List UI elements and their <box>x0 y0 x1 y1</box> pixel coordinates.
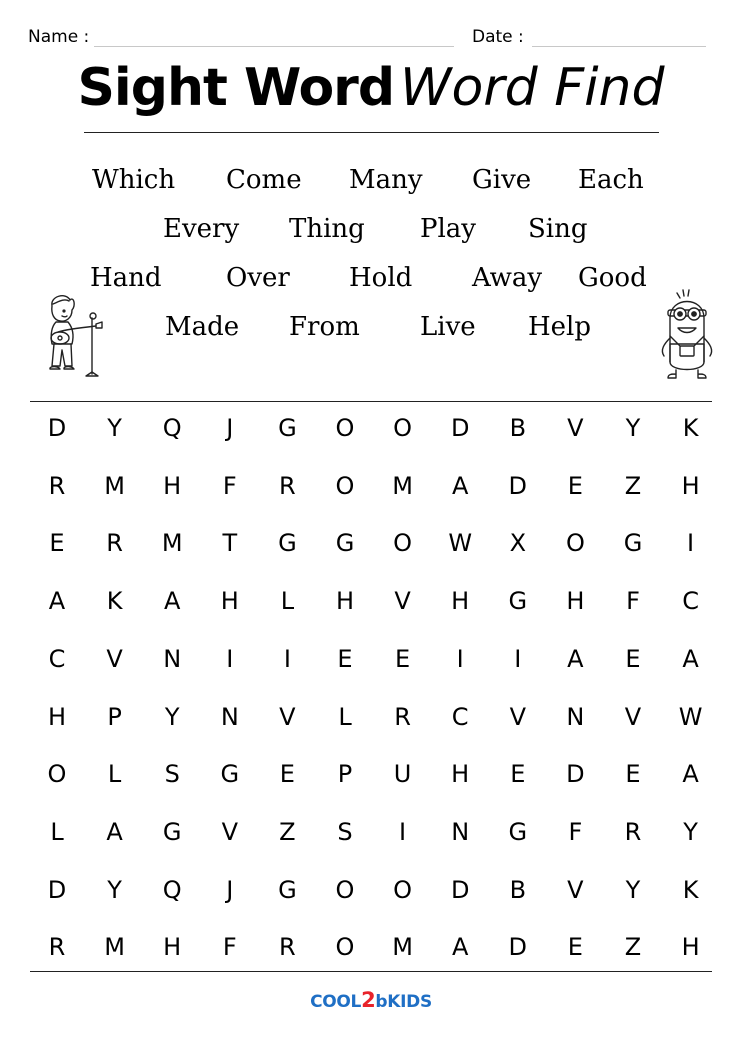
grid-letter-cell[interactable]: H <box>163 471 182 500</box>
word-list-item: Give <box>472 165 532 195</box>
grid-row <box>0 639 742 679</box>
word-list-item: Away <box>472 263 543 293</box>
grid-letter-cell[interactable]: A <box>48 587 66 616</box>
grid-letter-cell[interactable]: G <box>623 529 643 558</box>
word-list-item: Hand <box>90 263 162 293</box>
grid-letter-cell[interactable]: E <box>625 644 641 673</box>
grid-letter-cell[interactable]: N <box>566 702 585 731</box>
logo-text-cool: COOL <box>310 992 362 1012</box>
grid-row <box>0 466 742 506</box>
grid-letter-cell[interactable]: O <box>393 414 413 442</box>
grid-letter-cell[interactable]: A <box>682 760 699 789</box>
grid-letter-cell[interactable]: V <box>221 817 238 846</box>
grid-top-border <box>30 401 712 402</box>
grid-letter-cell[interactable]: P <box>337 760 353 789</box>
grid-letter-cell[interactable]: T <box>222 529 238 558</box>
grid-letter-cell[interactable]: R <box>279 933 296 962</box>
grid-letter-cell[interactable]: G <box>220 760 240 789</box>
grid-letter-cell[interactable]: O <box>335 875 355 904</box>
grid-letter-cell[interactable]: E <box>567 471 583 500</box>
grid-row <box>0 754 742 794</box>
grid-bottom-border <box>30 971 712 972</box>
grid-letter-cell[interactable]: H <box>566 587 585 616</box>
grid-letter-cell[interactable]: K <box>682 414 699 442</box>
grid-letter-cell[interactable]: M <box>104 471 125 500</box>
grid-letter-cell[interactable]: F <box>222 471 237 500</box>
grid-letter-cell[interactable]: J <box>226 414 234 442</box>
grid-letter-cell[interactable]: A <box>451 933 469 962</box>
grid-letter-cell[interactable]: O <box>393 529 413 558</box>
grid-letter-cell[interactable]: R <box>394 702 411 731</box>
grid-letter-cell[interactable]: F <box>568 817 583 846</box>
grid-letter-cell[interactable]: N <box>163 644 182 673</box>
word-list-item: Every <box>163 214 240 244</box>
grid-letter-cell[interactable]: Q <box>162 414 182 442</box>
grid-letter-cell[interactable]: D <box>450 414 470 442</box>
grid-letter-cell[interactable]: L <box>338 702 352 731</box>
grid-letter-cell[interactable]: A <box>163 587 181 616</box>
grid-letter-cell[interactable]: A <box>451 471 469 500</box>
grid-letter-cell[interactable]: H <box>451 760 470 789</box>
cool2bkids-logo[interactable] <box>0 988 742 1012</box>
grid-letter-cell[interactable]: P <box>107 702 122 731</box>
grid-row <box>0 812 742 852</box>
grid-row <box>0 523 742 563</box>
grid-letter-cell[interactable]: X <box>509 529 527 558</box>
grid-letter-cell[interactable]: G <box>508 587 528 616</box>
word-list-item: Thing <box>289 214 365 244</box>
grid-letter-cell[interactable]: I <box>399 817 407 846</box>
grid-row <box>0 408 742 448</box>
grid-letter-cell[interactable]: S <box>337 817 353 846</box>
logo-text-two: 2 <box>361 988 376 1012</box>
grid-letter-cell[interactable]: L <box>50 817 64 846</box>
grid-letter-cell[interactable]: H <box>163 933 182 962</box>
grid-letter-cell[interactable]: Y <box>164 702 180 731</box>
grid-row <box>0 870 742 910</box>
grid-letter-cell[interactable]: A <box>567 644 584 673</box>
boy-with-guitar-illustration <box>38 292 110 382</box>
grid-letter-cell[interactable]: A <box>106 817 123 846</box>
date-label: Date : <box>472 27 524 47</box>
grid-letter-cell[interactable]: M <box>392 471 413 500</box>
word-list-item: Sing <box>528 214 588 244</box>
grid-letter-cell[interactable]: V <box>394 587 411 616</box>
grid-letter-cell[interactable]: H <box>681 933 700 962</box>
grid-letter-cell[interactable]: Y <box>625 875 641 904</box>
minion-illustration <box>656 288 718 384</box>
word-list-item: Made <box>165 312 240 342</box>
grid-letter-cell[interactable]: N <box>451 817 470 846</box>
grid-letter-cell[interactable]: G <box>278 414 297 442</box>
grid-letter-cell[interactable]: A <box>682 644 699 673</box>
grid-row <box>0 581 742 621</box>
grid-letter-cell[interactable]: O <box>565 529 585 558</box>
grid-letter-cell[interactable]: D <box>508 933 528 962</box>
word-list-item: Play <box>420 214 476 244</box>
grid-letter-cell[interactable]: L <box>280 587 295 616</box>
grid-letter-cell[interactable]: M <box>392 933 413 962</box>
grid-letter-cell[interactable]: O <box>335 414 355 442</box>
grid-letter-cell[interactable]: Z <box>624 933 642 962</box>
grid-letter-cell[interactable]: Y <box>625 414 641 442</box>
grid-letter-cell[interactable]: J <box>226 875 234 904</box>
word-list-item: Many <box>349 165 423 195</box>
grid-letter-cell[interactable]: H <box>47 702 67 731</box>
word-list-item: Live <box>420 312 476 342</box>
grid-letter-cell[interactable]: M <box>161 529 183 558</box>
grid-letter-cell[interactable]: H <box>681 471 700 500</box>
grid-letter-cell[interactable]: G <box>278 875 297 904</box>
grid-letter-cell[interactable]: V <box>567 875 584 904</box>
grid-letter-cell[interactable]: Z <box>624 471 642 500</box>
grid-letter-cell[interactable]: N <box>220 702 239 731</box>
grid-letter-cell[interactable]: V <box>279 702 296 731</box>
grid-letter-cell[interactable]: E <box>49 529 65 558</box>
page-title <box>0 55 742 121</box>
word-list-item: From <box>289 312 360 342</box>
word-list-item: Which <box>92 165 176 195</box>
grid-letter-cell[interactable]: Y <box>683 817 698 846</box>
grid-letter-cell[interactable]: C <box>451 702 469 731</box>
grid-letter-cell[interactable]: C <box>48 644 66 673</box>
logo-text-bkids: bKIDS <box>375 992 432 1012</box>
grid-letter-cell[interactable]: E <box>395 644 411 673</box>
grid-letter-cell[interactable]: B <box>509 414 527 442</box>
grid-row <box>0 697 742 737</box>
grid-letter-cell[interactable]: D <box>566 760 585 789</box>
grid-letter-cell[interactable]: I <box>514 644 522 673</box>
grid-letter-cell[interactable]: D <box>508 471 528 500</box>
grid-letter-cell[interactable]: D <box>47 414 67 442</box>
grid-letter-cell[interactable]: V <box>509 702 526 731</box>
grid-letter-cell[interactable]: G <box>335 529 355 558</box>
grid-letter-cell[interactable]: K <box>106 587 123 616</box>
grid-letter-cell[interactable]: E <box>567 933 583 962</box>
grid-letter-cell[interactable]: F <box>626 587 640 616</box>
grid-letter-cell[interactable]: O <box>335 471 355 500</box>
grid-letter-cell[interactable]: B <box>509 875 527 904</box>
grid-letter-cell[interactable]: I <box>687 529 695 558</box>
word-list-item: Good <box>578 263 647 293</box>
grid-letter-cell[interactable]: C <box>682 587 699 616</box>
grid-letter-cell[interactable]: Y <box>107 875 122 904</box>
grid-letter-cell[interactable]: E <box>279 760 295 789</box>
grid-letter-cell[interactable]: R <box>106 529 123 558</box>
grid-letter-cell[interactable]: W <box>448 529 473 558</box>
grid-letter-cell[interactable]: Q <box>162 875 182 904</box>
grid-letter-cell[interactable]: I <box>456 644 464 673</box>
grid-letter-cell[interactable]: V <box>106 644 123 673</box>
grid-letter-cell[interactable]: E <box>625 760 641 789</box>
word-list-item: Over <box>226 263 290 293</box>
title-part-bold: Sight Word <box>77 58 395 118</box>
grid-letter-cell[interactable]: U <box>393 760 412 789</box>
word-list-item: Help <box>528 312 592 342</box>
grid-letter-cell[interactable]: G <box>162 817 182 846</box>
grid-letter-cell[interactable]: O <box>335 933 355 962</box>
name-label: Name : <box>28 27 90 47</box>
grid-letter-cell[interactable]: L <box>107 760 122 789</box>
grid-letter-cell[interactable]: Y <box>107 414 122 442</box>
word-list-item: Hold <box>349 263 413 293</box>
grid-letter-cell[interactable]: I <box>226 644 234 673</box>
grid-letter-cell[interactable]: W <box>678 702 703 731</box>
title-part-script: Word Find <box>400 58 665 118</box>
grid-letter-cell[interactable]: K <box>682 875 699 904</box>
grid-letter-cell[interactable]: O <box>47 760 67 789</box>
grid-letter-cell[interactable]: V <box>567 414 584 442</box>
grid-letter-cell[interactable]: I <box>283 644 291 673</box>
grid-letter-cell[interactable]: S <box>164 760 180 789</box>
grid-letter-cell[interactable]: M <box>104 933 125 962</box>
grid-letter-cell[interactable]: G <box>278 529 297 558</box>
grid-letter-cell[interactable]: R <box>624 817 642 846</box>
grid-letter-cell[interactable]: E <box>337 644 353 673</box>
grid-letter-cell[interactable]: D <box>450 875 470 904</box>
grid-letter-cell[interactable]: H <box>220 587 239 616</box>
grid-letter-cell[interactable]: E <box>510 760 526 789</box>
grid-letter-cell[interactable]: R <box>279 471 296 500</box>
grid-letter-cell[interactable]: F <box>222 933 237 962</box>
name-field-line[interactable] <box>94 46 454 47</box>
grid-letter-cell[interactable]: H <box>335 587 355 616</box>
grid-letter-cell[interactable]: O <box>393 875 413 904</box>
grid-letter-cell[interactable]: Z <box>279 817 296 846</box>
grid-letter-cell[interactable]: R <box>48 471 66 500</box>
word-list-item: Each <box>578 165 644 195</box>
grid-letter-cell[interactable]: H <box>451 587 470 616</box>
title-divider <box>84 132 659 133</box>
grid-letter-cell[interactable]: R <box>48 933 66 962</box>
grid-letter-cell[interactable]: V <box>624 702 642 731</box>
grid-row <box>0 927 742 967</box>
grid-letter-cell[interactable]: G <box>508 817 528 846</box>
date-field-line[interactable] <box>532 46 706 47</box>
grid-letter-cell[interactable]: D <box>47 875 67 904</box>
word-list-item: Come <box>226 165 302 195</box>
